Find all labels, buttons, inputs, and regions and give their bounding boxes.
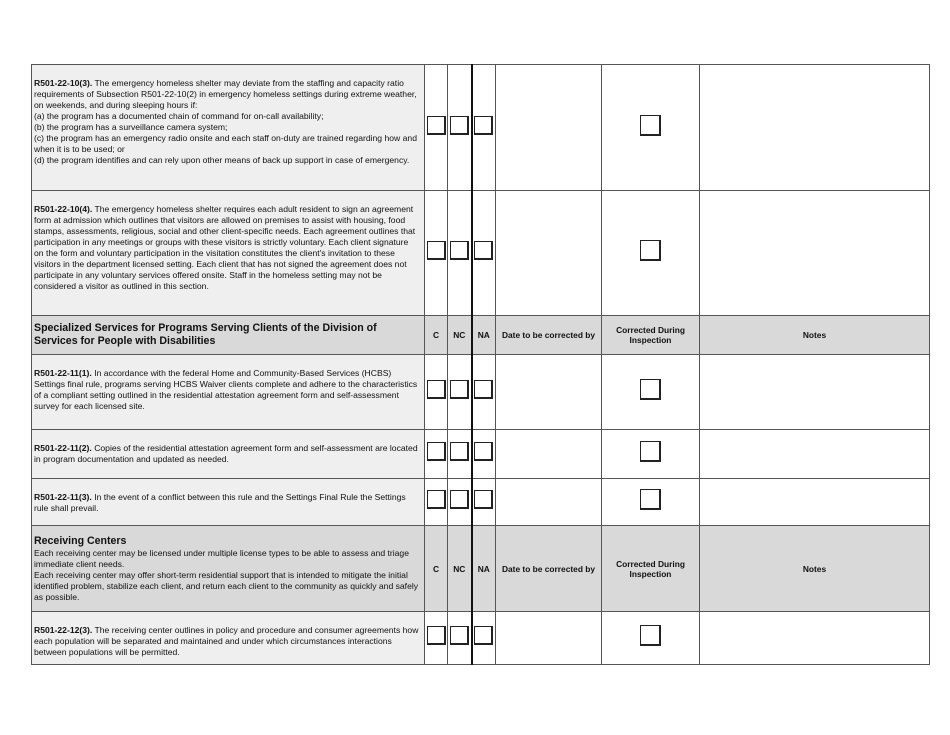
corrected-during-inspection-cell [602, 191, 700, 316]
compliant-cell [425, 612, 448, 665]
corrected-during-inspection-cell [602, 65, 700, 191]
compliant-checkbox[interactable] [427, 442, 446, 461]
date-to-be-corrected-cell[interactable] [496, 65, 602, 191]
requirement-text [32, 430, 425, 479]
requirement-line: (c) the program has an emergency radio onsite and each staff on-duty are trained regarding how and when it is to be used; or [34, 133, 417, 154]
requirement-body: The emergency homeless shelter requires each adult resident to sign an agreement form at admission which outlines that visitors are allowed on premises to assist with housing, food stamps, assessments, religious, social and other client-specific needs. Each agreement outlines that participation in any meetings or groups with these visitors is strictly voluntary. Each client signature on the form and voluntary participation in the visitation constitutes the client's invitation to these visitors in the department licensed setting. Each client that has not signed the agreement does not participate in any voluntary services offered onsite. Staff in the homeless setting may not be considered a visitor as outlined in this section. [34, 204, 416, 291]
column-header-notes: Notes [700, 526, 930, 612]
rule-citation: R501-22-11(3). [34, 492, 92, 502]
corrected-during-inspection-cell [602, 430, 700, 479]
compliant-checkbox[interactable] [427, 241, 446, 260]
requirement-text [32, 479, 425, 526]
noncompliant-checkbox[interactable] [450, 490, 469, 509]
section-header [32, 526, 425, 612]
notes-cell[interactable] [700, 65, 930, 191]
noncompliant-checkbox[interactable] [450, 626, 469, 645]
section-title: Specialized Services for Programs Serving Clients of the Division of Services for People with Disabilities [34, 322, 377, 347]
checklist-row [32, 355, 930, 430]
compliant-checkbox[interactable] [427, 116, 446, 135]
requirement-text [32, 65, 425, 191]
requirement-line: (b) the program has a surveillance camera system; [34, 122, 228, 132]
column-header-na: NA [472, 526, 496, 612]
date-to-be-corrected-cell[interactable] [496, 191, 602, 316]
requirement-line: (a) the program has a documented chain of command for on-call availability; [34, 111, 324, 121]
requirement-body: The receiving center outlines in policy and procedure and consumer agreements how each population will be separated and maintained and under which circumstances interactions between populations will be permitted. [34, 625, 419, 657]
column-header-date: Date to be corrected by [496, 316, 602, 355]
compliant-checkbox[interactable] [427, 380, 446, 399]
column-header-na: NA [472, 316, 496, 355]
not-applicable-cell [472, 65, 496, 191]
rule-citation: R501-22-11(1). [34, 368, 92, 378]
column-header-corrected: Corrected During Inspection [602, 526, 700, 612]
corrected-during-inspection-checkbox[interactable] [640, 379, 661, 400]
compliant-cell [425, 430, 448, 479]
noncompliant-cell [448, 191, 472, 316]
date-to-be-corrected-cell[interactable] [496, 430, 602, 479]
not-applicable-cell [472, 191, 496, 316]
not-applicable-checkbox[interactable] [474, 380, 493, 399]
compliant-checkbox[interactable] [427, 490, 446, 509]
compliant-cell [425, 355, 448, 430]
requirement-body: Copies of the residential attestation agreement form and self-assessment are located in program documentation and updated as needed. [34, 443, 418, 464]
requirement-body: In the event of a conflict between this rule and the Settings Final Rule the Settings rule shall prevail. [34, 492, 406, 513]
requirement-line: (d) the program identifies and can rely upon other means of back up support in case of emergency. [34, 155, 410, 165]
compliant-cell [425, 479, 448, 526]
corrected-during-inspection-cell [602, 612, 700, 665]
not-applicable-checkbox[interactable] [474, 116, 493, 135]
date-to-be-corrected-cell[interactable] [496, 479, 602, 526]
noncompliant-cell [448, 612, 472, 665]
corrected-during-inspection-cell [602, 479, 700, 526]
requirement-line: The emergency homeless shelter may deviate from the staffing and capacity ratio requirements of Subsection R501-22-10(2) in emergency homeless settings during extreme weather, on weekends, and during sleeping hours if: [34, 78, 417, 110]
checklist-row [32, 65, 930, 191]
checklist-row [32, 479, 930, 526]
rule-citation: R501-22-12(3). [34, 625, 93, 635]
corrected-during-inspection-checkbox[interactable] [640, 625, 661, 646]
not-applicable-checkbox[interactable] [474, 442, 493, 461]
rule-citation: R501-22-10(4). [34, 204, 93, 214]
column-header-date: Date to be corrected by [496, 526, 602, 612]
section-header-row [32, 526, 930, 612]
column-header-c: C [425, 316, 448, 355]
not-applicable-checkbox[interactable] [474, 241, 493, 260]
section-description: Each receiving center may offer short-term residential support that is intended to mitigate the initial identified problem, stabilize each client, and return each client to the community as quickly and safely as possible. [34, 569, 419, 602]
date-to-be-corrected-cell[interactable] [496, 355, 602, 430]
column-header-nc: NC [448, 526, 472, 612]
column-header-corrected: Corrected During Inspection [602, 316, 700, 355]
noncompliant-checkbox[interactable] [450, 116, 469, 135]
requirement-body: In accordance with the federal Home and Community-Based Services (HCBS) Settings final rule, programs serving HCBS Waiver clients complete and adhere to the characteristics of a compliant setting outlined in the residential attestation agreement form and self-assessment survey for each licensed site. [34, 368, 418, 411]
compliant-cell [425, 191, 448, 316]
noncompliant-checkbox[interactable] [450, 442, 469, 461]
checklist-row [32, 430, 930, 479]
notes-cell[interactable] [700, 612, 930, 665]
notes-cell[interactable] [700, 479, 930, 526]
column-header-c: C [425, 526, 448, 612]
notes-cell[interactable] [700, 191, 930, 316]
noncompliant-cell [448, 355, 472, 430]
date-to-be-corrected-cell[interactable] [496, 612, 602, 665]
corrected-during-inspection-checkbox[interactable] [640, 240, 661, 261]
corrected-during-inspection-cell [602, 355, 700, 430]
notes-cell[interactable] [700, 355, 930, 430]
requirement-text [32, 191, 425, 316]
compliant-checkbox[interactable] [427, 626, 446, 645]
not-applicable-cell [472, 479, 496, 526]
noncompliant-cell [448, 65, 472, 191]
section-title: Receiving Centers [34, 534, 127, 547]
rule-citation: R501-22-10(3). [34, 78, 93, 88]
section-header [32, 316, 425, 355]
noncompliant-checkbox[interactable] [450, 380, 469, 399]
corrected-during-inspection-checkbox[interactable] [640, 115, 661, 136]
requirement-text [32, 355, 425, 430]
checklist-row [32, 191, 930, 316]
requirement-text [32, 612, 425, 665]
compliant-cell [425, 65, 448, 191]
checklist-row [32, 612, 930, 665]
notes-cell[interactable] [700, 430, 930, 479]
corrected-during-inspection-checkbox[interactable] [640, 441, 661, 462]
column-header-nc: NC [448, 316, 472, 355]
section-header-row [32, 316, 930, 355]
section-description: Each receiving center may be licensed under multiple license types to be able to assess and triage immediate client needs. [34, 547, 409, 569]
inspection-checklist-table [31, 64, 930, 665]
not-applicable-checkbox[interactable] [474, 490, 493, 509]
noncompliant-cell [448, 430, 472, 479]
not-applicable-cell [472, 355, 496, 430]
corrected-during-inspection-checkbox[interactable] [640, 489, 661, 510]
not-applicable-cell [472, 612, 496, 665]
noncompliant-checkbox[interactable] [450, 241, 469, 260]
noncompliant-cell [448, 479, 472, 526]
not-applicable-cell [472, 430, 496, 479]
column-header-notes: Notes [700, 316, 930, 355]
not-applicable-checkbox[interactable] [474, 626, 493, 645]
rule-citation: R501-22-11(2). [34, 443, 92, 453]
